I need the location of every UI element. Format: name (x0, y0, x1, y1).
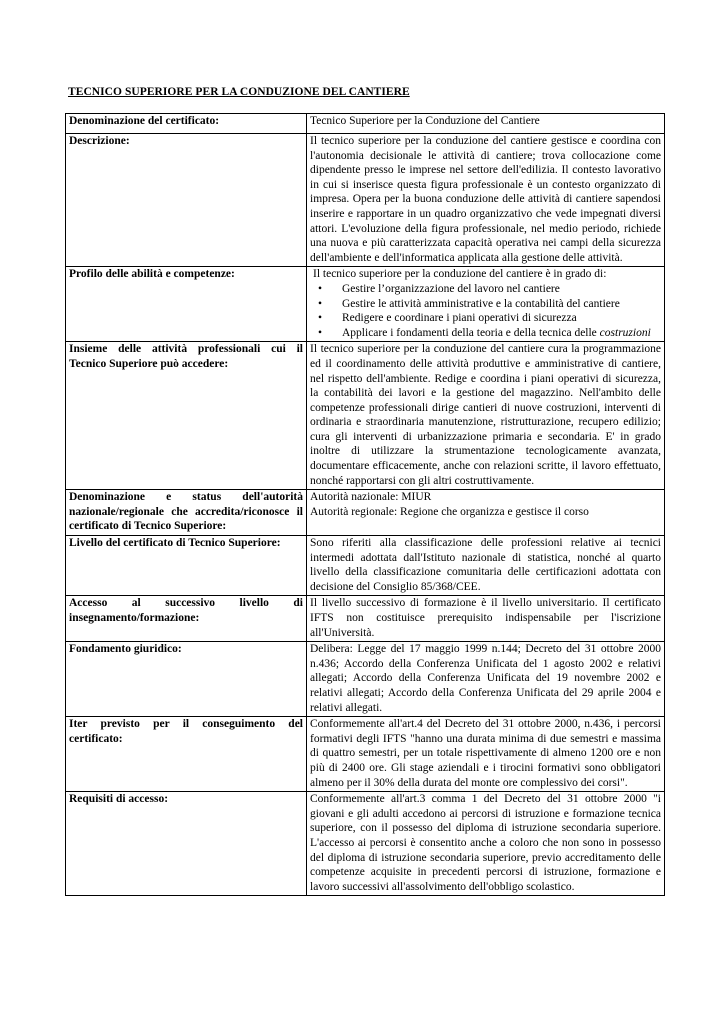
row-value-access-next: Il livello successivo di formazione è il livello universitario. Il certificato IFTS non costituisce prerequisito indispensabile per l'iscrizione all'Università. (307, 596, 665, 642)
row-label-legal-basis: Fondamento giuridico: (66, 642, 307, 717)
row-value-activities: Il tecnico superiore per la conduzione del cantiere cura la programmazione ed il coordinamento delle attività produttive e amministrative di cantiere, nel rispetto dell'ambiente. Redige e coordina i piani operativi di sicurezza, la contabilità dei lavori e la gestione del magazzino. Nell'ambito delle competenze professionali dirige cantieri di nuove costruzioni, interventi di ordinaria e straordinaria manutenzione, ristrutturazione, recupero edilizio; cura gli interventi di urbanizzazione primaria e secondaria. E' in grado inoltre di utilizzare la strumentazione tecnologicamente avanzata, documentare efficacemente, anche con relazioni scritte, il lavoro effettuato, nonché rapportarsi con gli altri costruttivamente. (307, 342, 665, 490)
page-title: TECNICO SUPERIORE PER LA CONDUZIONE DEL CANTIERE (68, 86, 410, 98)
row-label-requirements: Requisiti di accesso: (66, 792, 307, 896)
row-value-description: Il tecnico superiore per la conduzione del cantiere gestisce e coordina con l'autonomia decisionale le attività di cantiere; trova collocazione come dipendente presso le imprese nel settore dell'edilizia. Il contesto lavorativo in cui si inserisce questa figura professionale è un contesto organizzato di impresa. Opera per la buona conduzione delle attività di cantiere sapendosi inserire e rapportare in un quadro organizzativo che vede impegnati diversi attori. L'evoluzione della figura professionale, nel medio periodo, richiede una nuova e più caratterizzata capacità operativa nei campi della sicurezza dell'ambiente e dell'informatica applicata alla gestione delle attività. (307, 134, 665, 267)
row-value-legal-basis: Delibera: Legge del 17 maggio 1999 n.144; Decreto del 31 ottobre 2000 n.436; Accordo della Conferenza Unificata del 1 agosto 2002 e relativi allegati; Accordo della Conferenza Unificata del 19 novembre 2002 e relativi allegati; Accordo della Conferenza Unificata del 29 aprile 2004 e relativi allegati. (307, 642, 665, 717)
row-value-level: Sono riferiti alla classificazione delle professioni relative ai tecnici intermedi adottata dall'Istituto nazionale di statistica, nonché al quarto livello della classificazione comunitaria delle certificazioni adottata con decisione del Consiglio 85/368/CEE. (307, 536, 665, 596)
authority-regional: Autorità regionale: Regione che organizza e gestisce il corso (310, 505, 589, 518)
row-label-path: Iter previsto per il conseguimento del certificato: (66, 717, 307, 792)
row-label-description: Descrizione: (66, 134, 307, 267)
table-row (66, 267, 665, 342)
table-row (66, 792, 665, 896)
row-label-profile: Profilo delle abilità e competenze: (66, 267, 307, 342)
row-value-authority (307, 490, 665, 536)
table-row (66, 536, 665, 596)
row-value-requirements: Conformemente all'art.3 comma 1 del Decreto del 31 ottobre 2000 "i giovani e gli adulti accedono ai percorsi di istruzione e formazione tecnica superiore, con il possesso del diploma di istruzione secondaria superiore. L'accesso ai percorsi è consentito anche a coloro che non sono in possesso del diploma di istruzione secondaria superiore, previo accreditamento delle competenze acquisite in precedenti percorsi di istruzione, formazione e lavoro successivi all'assolvimento dell'obbligo scolastico. (307, 792, 665, 896)
table-row (66, 717, 665, 792)
table-row (66, 114, 665, 134)
row-value-path: Conformemente all'art.4 del Decreto del 31 ottobre 2000, n.436, i percorsi formativi degli IFTS "hanno una durata minima di due semestri e massima di quattro semestri, per un totale rispettivamente di almeno 1200 ore e non più di 2400 ore. Gli stage aziendali e i tirocini formativi sono obbligatori almeno per il 30% della durata del monte ore complessivo dei corsi". (307, 717, 665, 792)
table-row (66, 642, 665, 717)
list-item (334, 326, 661, 341)
row-value-name: Tecnico Superiore per la Conduzione del Cantiere (307, 114, 665, 134)
list-item-text: Applicare i fondamenti della teoria e della tecnica delle (342, 326, 597, 339)
list-item: • Gestire l’organizzazione del lavoro nel cantiere (334, 282, 661, 297)
profile-intro: Il tecnico superiore per la conduzione del cantiere è in grado di: (313, 268, 607, 281)
authority-national: Autorità nazionale: MIUR (310, 491, 432, 504)
skills-list (310, 282, 661, 340)
row-label-name: Denominazione del certificato: (66, 114, 307, 134)
row-label-activities: Insieme delle attività professionali cui il Tecnico Superiore può accedere: (66, 342, 307, 490)
row-label-authority: Denominazione e status dell'autorità nazionale/regionale che accredita/riconosce il certificato di Tecnico Superiore: (66, 490, 307, 536)
table-row (66, 342, 665, 490)
list-item: • Gestire le attività amministrative e la contabilità del cantiere (334, 297, 661, 312)
table-row (66, 490, 665, 536)
list-item: • Redigere e coordinare i piani operativi di sicurezza (334, 311, 661, 326)
row-label-access-next: Accesso al successivo livello di insegnamento/formazione: (66, 596, 307, 642)
list-item-italic: costruzioni (599, 326, 651, 339)
table-row (66, 596, 665, 642)
table-row (66, 134, 665, 267)
certificate-table (65, 113, 665, 896)
row-label-level: Livello del certificato di Tecnico Superiore: (66, 536, 307, 596)
row-value-profile (307, 267, 665, 342)
